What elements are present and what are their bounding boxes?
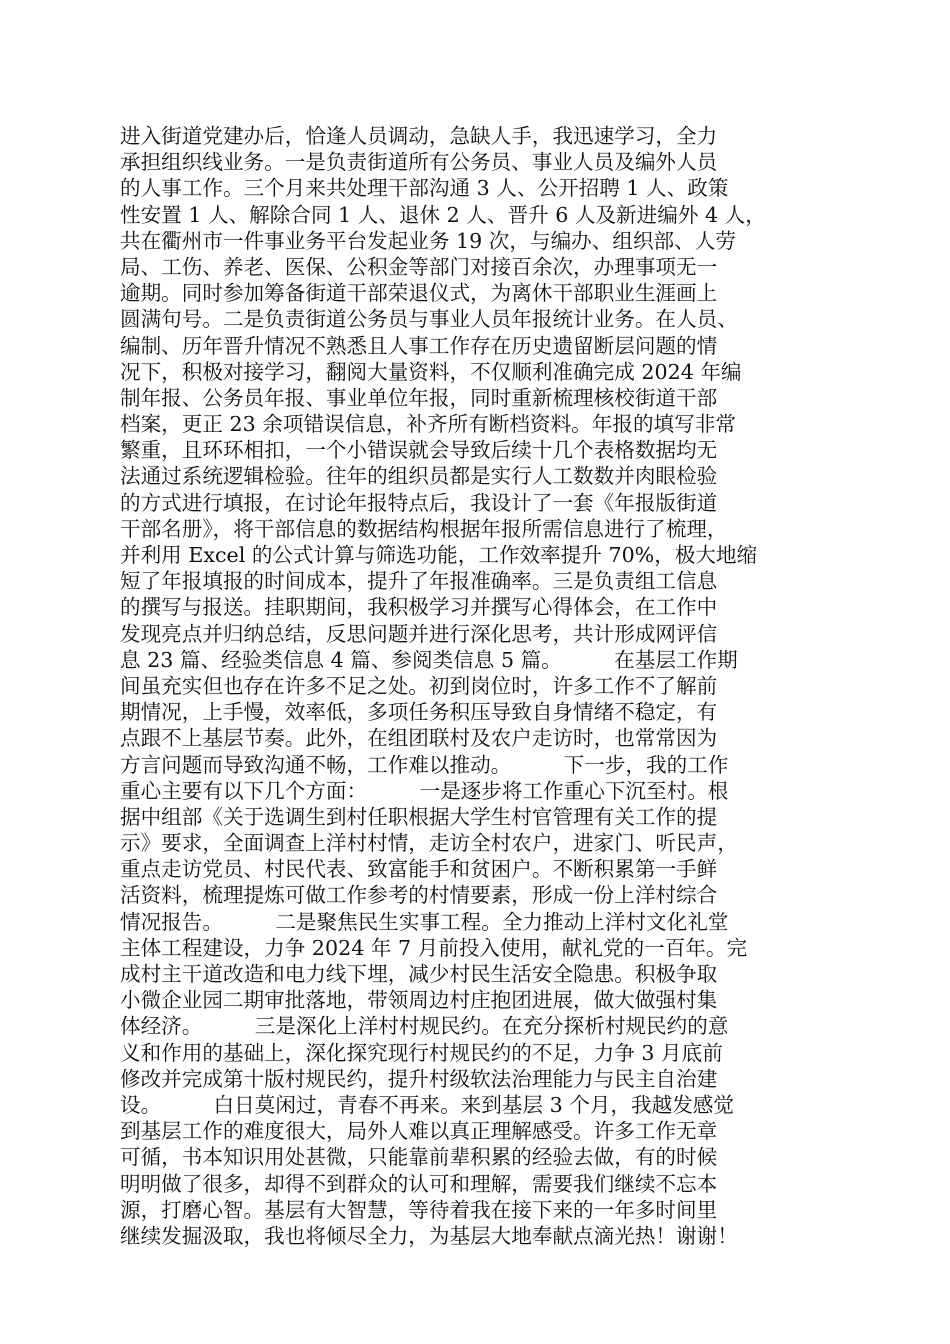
text-line: 的撰写与报送。挂职期间，我积极学习并撰写心得体会，在工作中 bbox=[120, 595, 718, 620]
text-line: 方言问题而导致沟通不畅，工作难以推动。 下一步，我的工作 bbox=[120, 752, 729, 777]
text-line: 性安置 1 人、解除合同 1 人、退休 2 人、晋升 6 人及新进编外 4 人， bbox=[120, 202, 766, 227]
text-line: 活资料，梳理提炼可做工作参考的村情要素，形成一份上洋村综合 bbox=[120, 883, 718, 908]
text-line: 重心主要有以下几个方面： 一是逐步将工作重心下沉至村。根 bbox=[120, 778, 729, 803]
text-line: 承担组织线业务。一是负责街道所有公务员、事业人员及编外人员 bbox=[120, 150, 718, 175]
text-line: 的方式进行填报，在讨论年报特点后，我设计了一套《年报版街道 bbox=[120, 490, 718, 515]
text-line: 情况报告。 二是聚焦民生实事工程。全力推动上洋村文化礼堂 bbox=[120, 909, 729, 934]
text-line: 况下，积极对接学习，翻阅大量资料，不仅顺利准确完成 2024 年编 bbox=[120, 359, 742, 384]
text-line: 短了年报填报的时间成本，提升了年报准确率。三是负责组工信息 bbox=[120, 569, 718, 594]
text-line: 继续发掘汲取，我也将倾尽全力，为基层大地奉献点滴光热！谢谢！ bbox=[120, 1223, 738, 1248]
text-line: 间虽充实但也存在许多不足之处。初到岗位时，许多工作不了解前 bbox=[120, 673, 718, 698]
text-line: 期情况，上手慢，效率低，多项任务积压导致自身情绪不稳定，有 bbox=[120, 700, 718, 725]
text-line: 干部名册》，将干部信息的数据结构根据年报所需信息进行了梳理， bbox=[120, 516, 728, 541]
text-line: 到基层工作的难度很大，局外人难以真正理解感受。许多工作无章 bbox=[120, 1119, 718, 1144]
text-line: 进入街道党建办后，恰逢人员调动，急缺人手，我迅速学习，全力 bbox=[120, 124, 718, 148]
text-line: 可循，书本知识用处甚微，只能靠前辈积累的经验去做，有的时候 bbox=[120, 1145, 718, 1170]
text-line: 逾期。同时参加筹备街道干部荣退仪式，为离休干部职业生涯画上 bbox=[120, 281, 718, 306]
text-line: 编制、历年晋升情况不熟悉且人事工作存在历史遗留断层问题的情 bbox=[120, 333, 718, 358]
text-line: 制年报、公务员年报、事业单位年报，同时重新梳理核校街道干部 bbox=[120, 385, 718, 410]
text-line: 修改并完成第十版村规民约，提升村级软法治理能力与民主自治建 bbox=[120, 1066, 718, 1091]
text-line: 法通过系统逻辑检验。往年的组织员都是实行人工数数并肉眼检验 bbox=[120, 464, 718, 489]
text-line: 义和作用的基础上，深化探究现行村规民约的不足，力争 3 月底前 bbox=[120, 1040, 723, 1065]
text-line: 示》要求，全面调查上洋村村情，走访全村农户，进家门、听民声， bbox=[120, 831, 738, 856]
text-line: 圆满句号。二是负责街道公务员与事业人员年报统计业务。在人员、 bbox=[120, 307, 738, 332]
text-line: 共在衢州市一件事业务平台发起业务 19 次，与编办、组织部、人劳 bbox=[120, 228, 736, 253]
text-line: 主体工程建设，力争 2024 年 7 月前投入使用，献礼党的一百年。完 bbox=[120, 935, 748, 960]
body-text bbox=[120, 123, 832, 1249]
text-line: 档案，更正 23 余项错误信息，补齐所有断档资料。年报的填写非常 bbox=[120, 412, 736, 437]
text-line: 重点走访党员、村民代表、致富能手和贫困户。不断积累第一手鲜 bbox=[120, 857, 718, 882]
text-line: 设。 白日莫闲过，青春不再来。来到基层 3 个月，我越发感觉 bbox=[120, 1092, 734, 1117]
text-line: 体经济。 三是深化上洋村村规民约。在充分探析村规民约的意 bbox=[120, 1014, 729, 1039]
text-line: 成村主干道改造和电力线下埋，减少村民生活安全隐患。积极争取 bbox=[120, 962, 718, 986]
text-line: 的人事工作。三个月来共处理干部沟通 3 人、公开招聘 1 人、政策 bbox=[120, 176, 729, 201]
text-line: 点跟不上基层节奏。此外，在组团联村及农户走访时，也常常因为 bbox=[120, 726, 718, 751]
text-line: 据中组部《关于选调生到村任职根据大学生村官管理有关工作的提 bbox=[120, 804, 718, 829]
text-line: 发现亮点并归纳总结，反思问题并进行深化思考，共计形成网评信 bbox=[120, 621, 718, 646]
text-line: 局、工伤、养老、医保、公积金等部门对接百余次，办理事项无一 bbox=[120, 254, 718, 279]
text-line: 息 23 篇、经验类信息 4 篇、参阅类信息 5 篇。 在基层工作期 bbox=[120, 647, 738, 672]
text-line: 繁重，且环环相扣，一个小错误就会导致后续十几个表格数据均无 bbox=[120, 438, 718, 463]
text-line: 源，打磨心智。基层有大智慧，等待着我在接下来的一年多时间里 bbox=[120, 1197, 718, 1222]
text-line: 小微企业园二期审批落地，带领周边村庄抱团进展，做大做强村集 bbox=[120, 988, 718, 1013]
text-line: 明明做了很多，却得不到群众的认可和理解，需要我们继续不忘本 bbox=[120, 1171, 718, 1196]
text-line: 并利用 Excel 的公式计算与筛选功能，工作效率提升 70%，极大地缩 bbox=[120, 543, 758, 567]
